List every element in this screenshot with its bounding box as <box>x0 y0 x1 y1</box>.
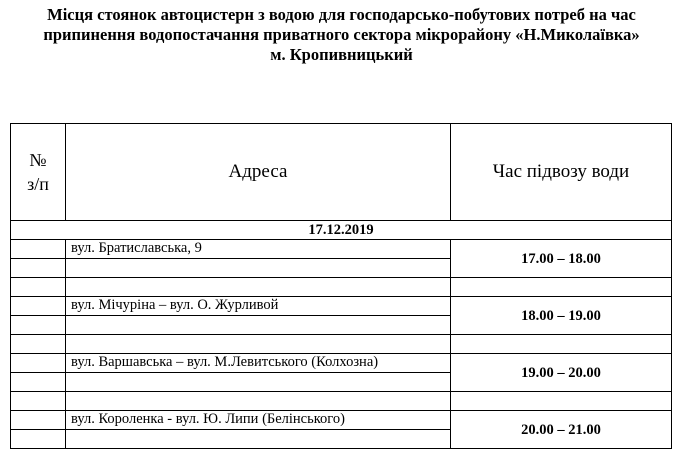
address-cell-empty <box>66 335 451 354</box>
table-row <box>11 297 672 316</box>
table-row-empty <box>11 335 672 354</box>
address-cell-empty <box>66 392 451 411</box>
table-row <box>11 354 672 373</box>
date-row <box>11 221 672 240</box>
address-cell-empty <box>66 259 451 278</box>
time-cell-empty <box>451 392 672 411</box>
time-cell-empty <box>451 278 672 297</box>
address-cell-empty <box>66 316 451 335</box>
time-cell: 18.00 – 19.00 <box>451 297 672 335</box>
address-cell-empty <box>66 278 451 297</box>
time-cell: 19.00 – 20.00 <box>451 354 672 392</box>
row-number-cell <box>11 354 66 373</box>
row-number-cell <box>11 411 66 430</box>
table-row <box>11 240 672 259</box>
table-header-row <box>11 124 672 221</box>
header-time: Час підвозу води <box>451 124 672 221</box>
schedule-table <box>10 123 672 449</box>
row-number-cell <box>11 278 66 297</box>
table-row-empty <box>11 392 672 411</box>
header-number-label: з/п <box>27 174 49 194</box>
header-number <box>11 124 66 221</box>
row-number-cell <box>11 240 66 259</box>
time-cell: 17.00 – 18.00 <box>451 240 672 278</box>
row-number-cell <box>11 335 66 354</box>
address-cell: вул. Короленка - вул. Ю. Липи (Белінського) <box>66 411 451 430</box>
header-address: Адреса <box>66 124 451 221</box>
row-number-cell <box>11 316 66 335</box>
table-row-empty <box>11 278 672 297</box>
address-cell: вул. Варшавська – вул. М.Левитського (Колхозна) <box>66 354 451 373</box>
time-cell-empty <box>451 335 672 354</box>
table-row <box>11 411 672 430</box>
row-number-cell <box>11 297 66 316</box>
title-line-3: м. Кропивницький <box>270 45 413 64</box>
row-number-cell <box>11 373 66 392</box>
title-line-2: припинення водопостачання приватного сектора мікрорайону «Н.Миколаївка» <box>43 25 640 44</box>
address-cell-empty <box>66 373 451 392</box>
address-cell-empty <box>66 430 451 449</box>
address-cell: вул. Мічуріна – вул. О. Журливой <box>66 297 451 316</box>
row-number-cell <box>11 430 66 449</box>
document-title <box>0 5 683 65</box>
time-cell: 20.00 – 21.00 <box>451 411 672 449</box>
title-line-1: Місця стоянок автоцистерн з водою для господарсько-побутових потреб на час <box>47 5 636 24</box>
row-number-cell <box>11 392 66 411</box>
date-cell: 17.12.2019 <box>11 221 672 240</box>
row-number-cell <box>11 259 66 278</box>
address-cell: вул. Братиславська, 9 <box>66 240 451 259</box>
header-number-symbol: № <box>29 150 47 170</box>
